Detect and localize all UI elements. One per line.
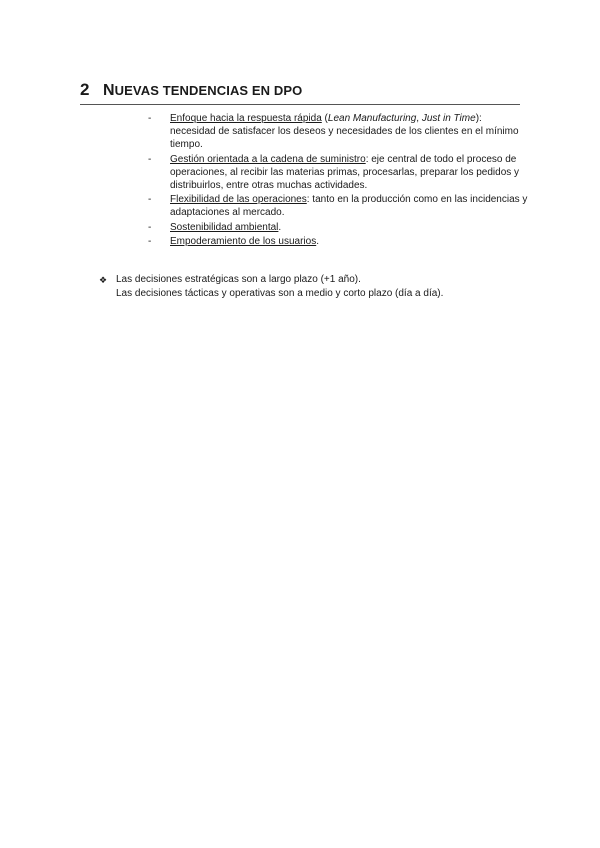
item-term: Flexibilidad de las operaciones bbox=[170, 194, 307, 206]
dash-bullet: - bbox=[148, 235, 152, 247]
item-text: ( bbox=[321, 113, 328, 124]
diamond-bullet-icon: ❖ bbox=[99, 275, 108, 285]
note-line-1: Las decisiones estratégicas son a largo plazo (+1 año). bbox=[116, 274, 361, 285]
item-text: ): necesidad de satisfacer los deseos y necesidades de los clientes en el mínimo tiempo. bbox=[170, 113, 519, 151]
list-item bbox=[148, 112, 528, 152]
dash-bullet: - bbox=[148, 153, 152, 165]
trends-list bbox=[148, 112, 528, 249]
list-item bbox=[148, 153, 528, 193]
section-heading bbox=[80, 80, 520, 105]
list-item bbox=[148, 235, 528, 248]
item-italic: Lean Manufacturing bbox=[327, 113, 417, 124]
section-number: 2 bbox=[80, 80, 90, 99]
dash-bullet: - bbox=[148, 221, 152, 233]
note-line bbox=[99, 287, 539, 301]
list-item bbox=[148, 221, 528, 234]
item-text: . bbox=[278, 221, 282, 233]
item-term: Empoderamiento de los usuarios bbox=[170, 235, 317, 247]
dash-bullet: - bbox=[148, 194, 152, 206]
note-line-2: Las decisiones tácticas y operativas son a medio y corto plazo (día a día). bbox=[116, 288, 444, 299]
item-text: , bbox=[416, 113, 422, 124]
item-text: : eje central de todo el proceso de operaciones, al recibir las materias primas, procesarlas, preparar los pedidos y distribuirlos, entre otras muchas actividades. bbox=[170, 153, 520, 192]
item-italic: Just in Time bbox=[421, 113, 476, 124]
list-item bbox=[148, 193, 528, 219]
item-term: Enfoque hacia la respuesta rápida bbox=[170, 113, 322, 124]
note-line bbox=[99, 273, 539, 287]
item-text: : tanto en la producción como en las incidencias y adaptaciones al mercado. bbox=[170, 194, 528, 219]
section-title-initial: N bbox=[103, 82, 115, 99]
dash-bullet: - bbox=[148, 113, 152, 124]
item-term: Sostenibilidad ambiental bbox=[170, 221, 279, 233]
section-title bbox=[103, 83, 302, 98]
decisions-note bbox=[99, 273, 539, 301]
section-title-rest: UEVAS TENDENCIAS EN DPO bbox=[114, 83, 303, 98]
item-text: . bbox=[316, 235, 319, 247]
item-term: Gestión orientada a la cadena de suministro bbox=[170, 153, 366, 165]
